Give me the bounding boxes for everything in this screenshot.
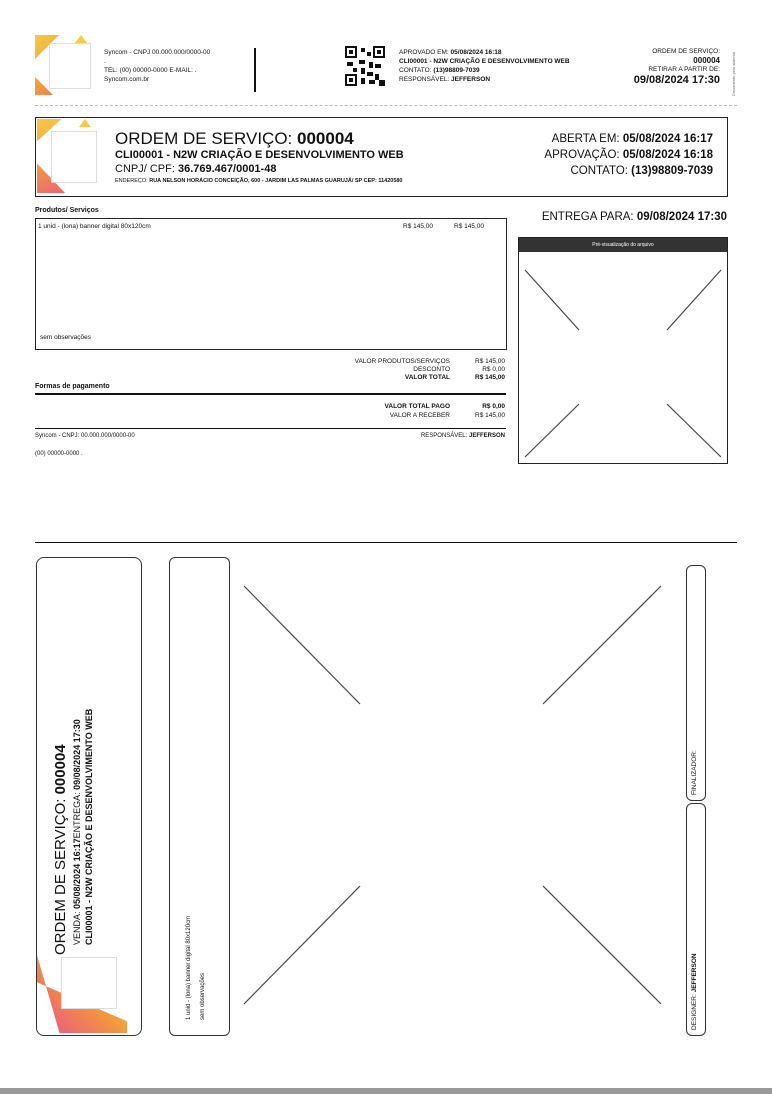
entrega-value: 09/08/2024 17:30 (72, 719, 82, 790)
order-contato-label: CONTATO: (570, 165, 628, 177)
delivery-label: ENTREGA PARA: (541, 211, 634, 223)
order-logo (37, 119, 107, 193)
receber-label: VALOR A RECEBER (389, 412, 450, 419)
desconto-value: R$ 0,00 (482, 366, 505, 373)
products-heading: Produtos/ Serviços (35, 207, 99, 214)
label-observations: sem observações (200, 972, 206, 1020)
produtos-label: VALOR PRODUTOS/SERVIÇOS (354, 358, 450, 365)
total-label: VALOR TOTAL (404, 374, 450, 381)
product-unit-price: R$ 145,00 (403, 223, 433, 230)
footer-responsavel-label: RESPONSÁVEL: (420, 433, 468, 439)
os-label: ORDEM DE SERVIÇO: (652, 48, 720, 55)
aprovado-label: APROVADO EM: (399, 49, 449, 56)
qr-code-icon (345, 46, 385, 86)
endereco-value: RUA NELSON HORÁCIO CONCEIÇÃO, 600 - JARDIM LAS PALMAS GUARUJÁ/ SP CEP: 11420580 (149, 178, 403, 184)
label-logo (37, 955, 127, 1033)
retirar-label: RETIRAR A PARTIR DE: (648, 66, 720, 73)
cnpj-value: 36.769.467/0001-48 (177, 163, 277, 175)
order-dates (480, 131, 713, 179)
footer-responsavel (330, 432, 505, 441)
footer-phone: (00) 00000-0000 . (35, 451, 83, 457)
order-contato-value: (13)98809-7039 (631, 165, 713, 177)
paid-block (260, 402, 505, 420)
responsavel-value: JEFFERSON (451, 76, 491, 83)
product-total-price: R$ 145,00 (454, 223, 484, 230)
os-summary (600, 47, 720, 86)
label-card-items (169, 557, 230, 1036)
company-info (104, 48, 254, 84)
bottom-bar (0, 1088, 772, 1094)
label-client: CLI00001 - N2W CRIAÇÃO E DESENVOLVIMENTO WEB (84, 708, 94, 945)
company-line-4: Syncom.com.br (104, 76, 150, 83)
cut-line (35, 542, 737, 543)
preview-placeholder-icon (519, 252, 727, 463)
payment-heading: Formas de pagamento (35, 383, 110, 390)
delivery-value: 09/08/2024 17:30 (636, 211, 727, 223)
order-cnpj (115, 163, 276, 175)
payment-divider (35, 393, 506, 395)
aprovacao-label: APROVAÇÃO: (544, 149, 620, 161)
retirar-value: 09/08/2024 17:30 (633, 74, 720, 86)
aprovado-value: 05/08/2024 16:18 (450, 49, 502, 56)
order-title (115, 129, 354, 149)
finalizador-label: FINALIZADOR: (691, 750, 698, 795)
company-line-1: Syncom - CNPJ 00.000.000/0000-00 (104, 49, 211, 56)
label-preview-placeholder-icon (240, 580, 665, 1010)
total-value: R$ 145,00 (475, 374, 505, 381)
order-title-prefix: ORDEM DE SERVIÇO: (115, 129, 293, 148)
side-note: Documento pelo sistema (731, 51, 736, 96)
label-title-prefix: ORDEM DE SERVIÇO: (52, 798, 69, 955)
desconto-label: DESCONTO (413, 366, 450, 373)
designer-field (691, 953, 698, 1030)
products-box (35, 218, 507, 350)
footer-company: Syncom - CNPJ: 00.000.000/0000-00 (35, 433, 135, 439)
company-line-3: TEL: (00) 00000-0000 E-MAIL: . (104, 67, 197, 74)
venda-value: 05/08/2024 16:17 (72, 838, 82, 909)
order-address (115, 178, 403, 184)
responsavel-label: RESPONSÁVEL: (399, 76, 450, 83)
label-dates (72, 719, 82, 945)
product-row (38, 222, 503, 231)
totals-block (260, 357, 505, 381)
receber-value: R$ 145,00 (475, 412, 505, 419)
produtos-value: R$ 145,00 (475, 358, 505, 365)
product-observations: sem observações (40, 334, 91, 341)
aberta-value: 05/08/2024 16:17 (622, 133, 713, 145)
delivery-date (518, 211, 727, 223)
pago-value: R$ 0,00 (482, 403, 505, 410)
company-logo (35, 35, 95, 95)
footer-divider (35, 428, 506, 429)
header-separator (35, 105, 737, 106)
aberta-label: ABERTA EM: (551, 133, 620, 145)
header-client: CLI00001 - N2W CRIAÇÃO E DESENVOLVIMENTO WEB (399, 58, 570, 65)
file-preview (518, 237, 728, 464)
aprovacao-value: 05/08/2024 16:18 (622, 149, 713, 161)
designer-value: JEFFERSON (691, 953, 698, 993)
label-item-desc: 1 unid - (lona) banner digital 80x120cm (186, 915, 192, 1020)
order-number: 000004 (297, 129, 354, 148)
contato-label: CONTATO: (399, 67, 432, 74)
os-number: 000004 (693, 56, 720, 65)
contato-value: (13)98809-7039 (433, 67, 480, 74)
product-desc: 1 unid - (lona) banner digital 80x120cm (38, 223, 151, 230)
footer-responsavel-value: JEFFERSON (468, 433, 505, 439)
cnpj-label: CNPJ/ CPF: (115, 163, 175, 175)
endereco-label: ENDEREÇO: (115, 178, 148, 184)
entrega-label: ENTREGA: (72, 792, 82, 839)
pago-label: VALOR TOTAL PAGO (384, 403, 450, 410)
label-order-number: 000004 (52, 744, 69, 795)
designer-label: DESIGNER: (691, 994, 698, 1030)
header-divider (254, 48, 256, 92)
venda-label: VENDA: (72, 911, 82, 945)
order-client: CLI00001 - N2W CRIAÇÃO E DESENVOLVIMENTO WEB (115, 149, 404, 161)
label-title (52, 744, 69, 955)
preview-header: Pré-visualização do arquivo (519, 238, 727, 252)
company-line-2: . (104, 58, 106, 65)
